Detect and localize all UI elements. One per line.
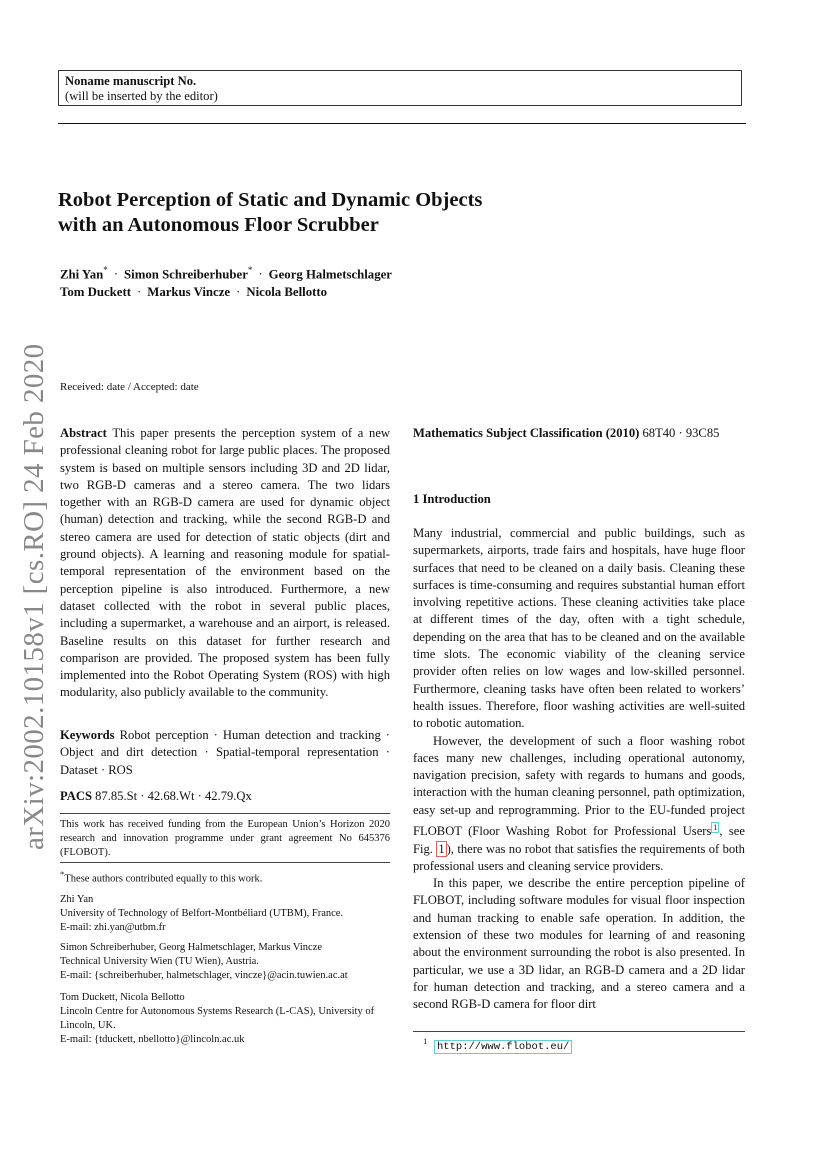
affiliation-2	[60, 941, 390, 983]
author-name: Simon Schreiberhuber	[124, 267, 248, 282]
affiliation-names: Zhi Yan	[60, 894, 94, 905]
title-line-1: Robot Perception of Static and Dynamic Objects	[58, 189, 483, 211]
author-name: Tom Duckett	[60, 285, 131, 300]
pacs	[60, 788, 390, 805]
affiliation-email: E-mail: {schreiberhuber, halmetschlager, vincze}@acin.tuwien.ac.at	[60, 970, 348, 981]
affiliation-names: Tom Duckett, Nicola Bellotto	[60, 992, 185, 1003]
author-separator: ·	[113, 267, 119, 282]
intro-p2-text: However, the development of such a floor washing robot faces many new challenges, including operational autonomy, navigation precision, safety with regards to humans and goods, interaction with the human cleaning personnel, path optimization, easy set-up and reprogramming. Prior to the EU-funded project FLOBOT (Floor Washing Robot for Professional Users	[413, 733, 745, 839]
introduction-body	[413, 525, 745, 1014]
intro-paragraph-1: Many industrial, commercial and public buildings, such as supermarkets, airports, trade fairs and hospitals, have huge floor surfaces that need to be cleaned on a daily basis. Cleaning these surfaces is time-consuming and requires substantial human effort involving repetitive actions. These cleaning activities take place at different times of the day, often with a tight schedule, depending on the area that has to be cleaned and on the available time slots. The economic viability of the cleaning service provider often relies on low wages and low-skilled personnel. Furthermore, cleaning tasks have often been related to workers’ health issues. Therefore, floor washing activities are well-suited to robotic automation.	[413, 526, 745, 731]
intro-paragraph-3: In this paper, we describe the entire perception pipeline of FLOBOT, including software modules for visual floor inspection and human tracking to enable safe operation. In addition, the extension of these two modules for learning of and reasoning about the environment surrounding the robot is also presented. In particular, we use a 3D lidar, an RGB-D camera and a 2D lidar for human detection and tracking, and a stereo camera and a second RGB-D camera for floor dirt	[413, 876, 745, 1012]
footnote-url-link[interactable]: http://www.flobot.eu/	[434, 1040, 572, 1054]
noname-label: Noname manuscript No.	[65, 74, 197, 88]
paper-title	[58, 188, 698, 238]
affiliation-1	[60, 893, 390, 935]
keywords-label: Keywords	[60, 728, 115, 742]
intro-p2-text: ), there was no robot that satisfies the requirements of both professional users and cleaning service providers.	[413, 841, 745, 873]
affiliation-3	[60, 991, 390, 1047]
affiliation-names: Simon Schreiberhuber, Georg Halmetschlager, Markus Vincze	[60, 942, 323, 953]
author-mark: *	[103, 265, 108, 275]
authors-line-1	[60, 261, 700, 283]
section-heading-introduction: 1 Introduction	[413, 492, 491, 506]
author-name: Georg Halmetschlager	[268, 267, 392, 282]
author-list	[60, 261, 700, 301]
msc-label: Mathematics Subject Classification (2010)	[413, 426, 640, 440]
title-line-2: with an Autonomous Floor Scrubber	[58, 214, 379, 236]
abstract	[60, 425, 390, 702]
footnote-mark: 1	[423, 1036, 428, 1046]
author-separator: ·	[236, 285, 241, 300]
author-name: Nicola Bellotto	[246, 285, 328, 300]
abstract-label: Abstract	[60, 426, 107, 440]
manuscript-number-box	[58, 70, 742, 106]
equal-text: These authors contributed equally to this work.	[64, 873, 263, 885]
affiliation-email: E-mail: zhi.yan@utbm.fr	[60, 922, 166, 933]
author-mark: *	[247, 265, 253, 275]
intro-paragraph-2	[413, 733, 745, 876]
arxiv-stamp	[10, 343, 50, 852]
intro-p2-text: , see Fig.	[413, 824, 745, 856]
equal-mark: *	[60, 869, 65, 879]
affiliation-institution: University of Technology of Belfort-Montbéliard (UTBM), France.	[60, 908, 344, 919]
footnote-rule	[413, 1031, 745, 1032]
author-separator: ·	[258, 267, 263, 282]
affiliation-institution: Lincoln Centre for Autonomous Systems Research (L-CAS), University of Lincoln, UK.	[60, 1006, 375, 1031]
pacs-text: 87.85.St · 42.68.Wt · 42.79.Qx	[95, 789, 252, 803]
arxiv-stamp-text: arXiv:2002.10158v1 [cs.RO] 24 Feb 2020	[18, 343, 50, 850]
received-date: Received: date / Accepted: date	[60, 381, 199, 393]
funding-note: This work has received funding from the European Union’s Horizon 2020 research and innovation programme under grant agreement No 645376 (FLOBOT).	[60, 813, 390, 860]
header-rule	[58, 123, 746, 124]
msc-text: 68T40 · 93C85	[642, 426, 720, 440]
footnote	[423, 1036, 572, 1053]
keywords-text: Robot perception · Human detection and tracking · Object and dirt detection · Spatial-temporal representation · Dataset · ROS	[60, 728, 390, 777]
msc-classification	[413, 425, 745, 442]
authors-line-2	[60, 283, 700, 301]
pacs-label: PACS	[60, 789, 92, 803]
affiliation-email: E-mail: {tduckett, nbellotto}@lincoln.ac.uk	[60, 1034, 245, 1045]
keywords	[60, 727, 390, 779]
author-separator: ·	[136, 285, 142, 300]
footnote-link[interactable]: 1	[713, 823, 718, 833]
author-name: Markus Vincze	[147, 285, 231, 300]
affiliation-institution: Technical University Wien (TU Wien), Austria.	[60, 956, 259, 967]
equal-contribution-note	[60, 862, 390, 887]
abstract-text: This paper presents the perception system of a new professional cleaning robot for large public places. The proposed system is based on multiple sensors including 3D and 2D lidar, two RGB-D cameras and a stereo camera. The two lidars together with an RGB-D camera are used for dynamic object (human) detection and tracking, while the second RGB-D and stereo camera are used for detection of static objects (dirt and ground objects). A learning and reasoning module for spatial-temporal representation of the environment based on the perception pipeline is also introduced. Furthermore, a new dataset collected with the robot in several public places, including a supermarket, a warehouse and an airport, is released. Baseline results on this dataset for further research and comparison are provided. The proposed system has been fully implemented into the Robot Operating System (ROS) with high modularity, also publicly available to the community.	[60, 426, 390, 700]
author-name: Zhi Yan	[60, 267, 104, 282]
editor-note: (will be inserted by the editor)	[65, 89, 218, 103]
figure-link[interactable]: 1	[438, 841, 445, 856]
